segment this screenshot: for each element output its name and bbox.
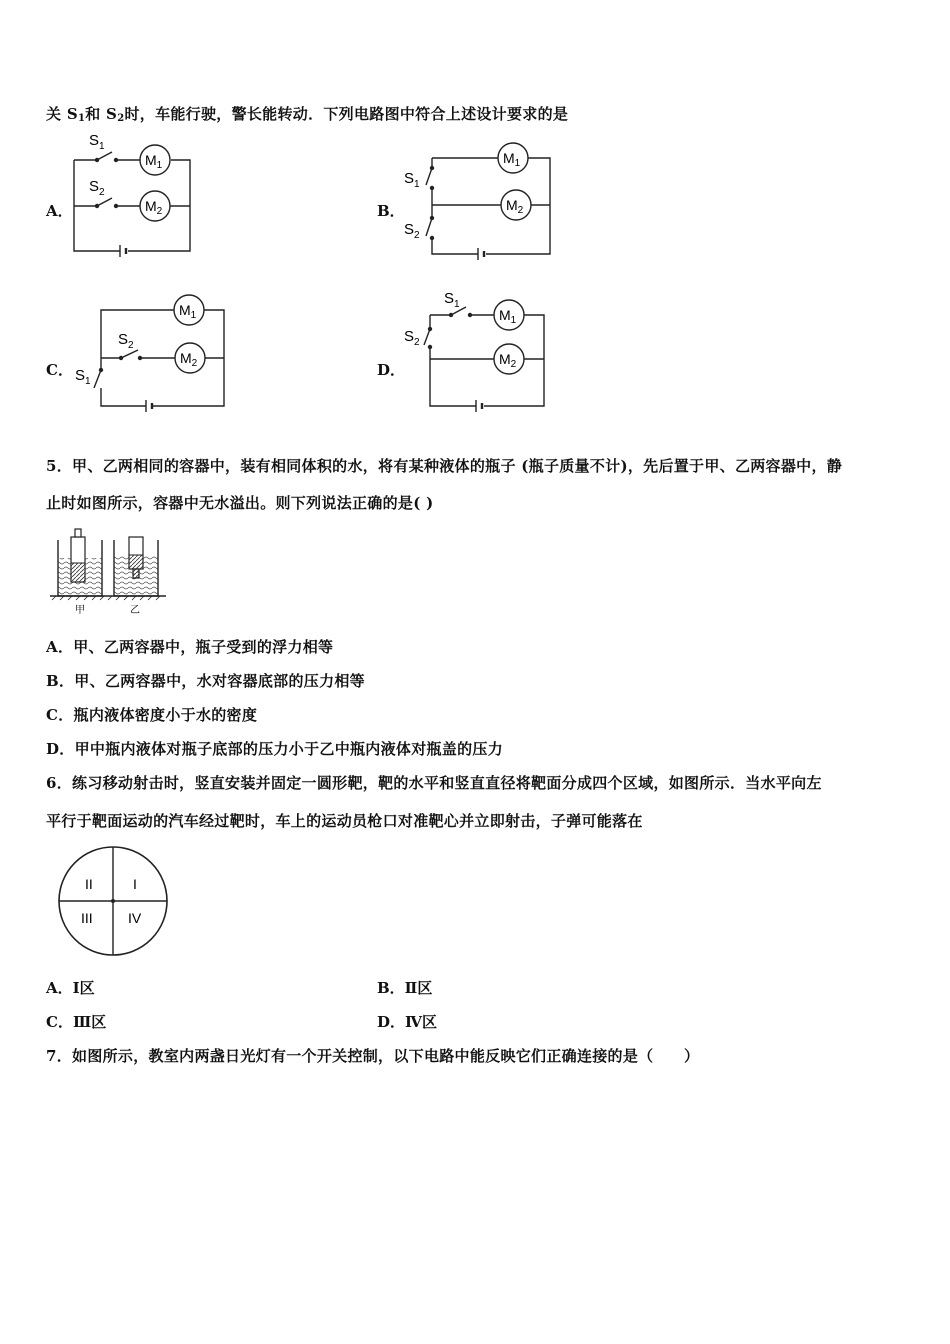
circuit-c-m2-label: $M_2$ [180, 350, 198, 369]
target-region-iv: IV [128, 910, 142, 926]
circuit-b-m2-label: $M_2$ [506, 197, 524, 216]
circuit-d-s2-label: $S_2$ [404, 328, 420, 348]
q4-stem-s1-sub: 1 [77, 113, 86, 124]
circuit-a-s1-label: $S_1$ [89, 132, 105, 152]
q6-stem-line1: 6．练习移动射击时，竖直安装并固定一圆形靶，靶的水平和竖直直径将靶面分成四个区域，如图所示．当水平向左 [46, 774, 822, 792]
q5-stem-line2: 止时如图所示，容器中无水溢出。则下列说法正确的是( ) [46, 494, 434, 512]
q4-stem-s2-sub: 2 [117, 113, 125, 124]
circuit-a-diagram [60, 128, 200, 258]
container-jia [58, 529, 102, 596]
container-yi [114, 537, 158, 596]
q6-option-b: B．Ⅱ区 [377, 979, 433, 997]
q6-option-d: D．Ⅳ区 [377, 1013, 438, 1031]
q4-option-d-label: D． [377, 361, 406, 379]
circuit-d-s1-label: $S_1$ [444, 290, 460, 310]
q5-option-b: B．甲、乙两容器中，水对容器底部的压力相等 [46, 672, 365, 690]
q4-stem-mid: 和 S [85, 105, 118, 123]
circuit-a-m1-label: $M_1$ [145, 152, 163, 171]
q5-option-a: A．甲、乙两容器中，瓶子受到的浮力相等 [46, 638, 334, 656]
q6-stem-line2: 平行于靶面运动的汽车经过靶时，车上的运动员枪口对准靶心并立即射击，子弹可能落在 [46, 812, 643, 830]
q4-option-c-label: C． [46, 361, 73, 379]
q5-stem-line1: 5．甲、乙两相同的容器中，装有相同体积的水，将有某种液体的瓶子 (瓶子质量不计)，先后置于甲、乙两容器中，静 [46, 457, 843, 475]
q6-target-figure [55, 845, 175, 957]
q4-stem-pre: 关 S [46, 105, 78, 123]
q4-option-b-label: B． [377, 202, 405, 220]
q5-containers-figure [48, 525, 168, 615]
q6-option-c: C．Ⅲ区 [46, 1013, 107, 1031]
circuit-d-diagram [398, 287, 558, 412]
circuit-c-s2-label: $S_2$ [118, 331, 134, 351]
circuit-d-m1-label: $M_1$ [499, 307, 517, 326]
q4-stem [46, 103, 568, 124]
circuit-c-m1-label: $M_1$ [179, 302, 197, 321]
q5-option-d: D．甲中瓶内液体对瓶子底部的压力小于乙中瓶内液体对瓶盖的压力 [46, 740, 504, 758]
circuit-b-s1-label: $S_1$ [404, 170, 420, 190]
q4-stem-post: 时，车能行驶，警长能转动．下列电路图中符合上述设计要求的是 [124, 105, 569, 123]
target-region-i: I [133, 876, 137, 892]
container-yi-label: 乙 [130, 605, 140, 615]
circuit-c-diagram [68, 292, 233, 414]
circuit-a-m2-label: $M_2$ [145, 198, 163, 217]
q5-option-c: C．瓶内液体密度小于水的密度 [46, 706, 258, 724]
q4-option-a-label: A． [46, 202, 73, 220]
q6-option-a: A．Ⅰ区 [46, 979, 95, 997]
circuit-c-s1-label: $S_1$ [75, 367, 91, 387]
circuit-b-diagram [398, 138, 558, 263]
target-region-iii: III [81, 910, 93, 926]
target-region-ii: II [85, 876, 93, 892]
container-jia-label: 甲 [75, 605, 85, 615]
circuit-a-s2-label: $S_2$ [89, 178, 105, 198]
q7-stem: 7．如图所示，教室内两盏日光灯有一个开关控制，以下电路中能反映它们正确连接的是（ ） [46, 1047, 700, 1065]
circuit-b-m1-label: $M_1$ [503, 150, 521, 169]
circuit-b-s2-label: $S_2$ [404, 221, 420, 241]
circuit-d-m2-label: $M_2$ [499, 351, 517, 370]
